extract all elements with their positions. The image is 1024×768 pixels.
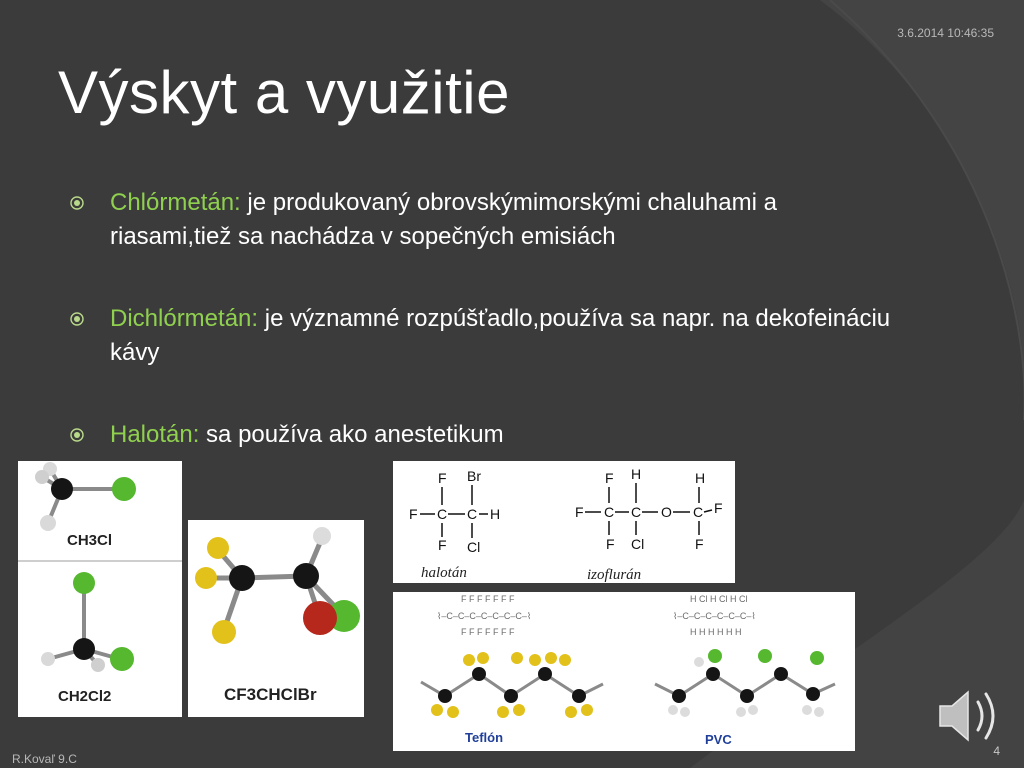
structural-formulas-image: [393, 461, 735, 583]
svg-text:F: F: [714, 500, 723, 516]
bullet-text: je významné rozpúšťadlo,používa sa napr. na dekofeináciu kávy: [110, 305, 891, 366]
svg-text:C: C: [604, 504, 615, 520]
svg-text:⌇–C–C–C–C–C–C–C–⌇: ⌇–C–C–C–C–C–C–C–⌇: [437, 611, 532, 621]
pvc-caption: PVC: [705, 732, 732, 747]
ch2cl2-label: CH2Cl2: [58, 688, 112, 705]
svg-text:H: H: [631, 466, 642, 482]
circle-target-icon: [70, 312, 84, 326]
molecule-models: [18, 461, 182, 717]
bullet-dichlormetan: [70, 302, 900, 370]
svg-text:F: F: [409, 506, 418, 522]
svg-text:C: C: [693, 504, 704, 520]
structural-formulas: [393, 461, 735, 583]
bullet-text: sa používa ako anestetikum: [199, 421, 504, 448]
svg-text:Br: Br: [467, 468, 481, 484]
svg-text:F: F: [575, 504, 584, 520]
circle-target-icon: [70, 428, 84, 442]
svg-text:C: C: [437, 506, 448, 522]
svg-text:H: H: [490, 506, 501, 522]
svg-text:Cl: Cl: [631, 536, 645, 552]
bullet-term: Dichlórmetán:: [110, 305, 259, 332]
svg-text:H: H: [695, 470, 706, 486]
page-number: 4: [993, 744, 1000, 758]
izofluran-caption: izoflurán: [587, 567, 642, 583]
circle-target-icon: [70, 196, 84, 210]
svg-text:F: F: [695, 536, 704, 552]
footer-author: R.Kovaľ 9.C: [12, 752, 77, 766]
svg-text:⌇–C–C–C–C–C–C–⌇: ⌇–C–C–C–C–C–C–⌇: [673, 611, 756, 621]
bullet-term: Chlórmetán:: [110, 189, 241, 216]
speaker-icon[interactable]: [934, 680, 1006, 752]
bullet-halotan: [70, 418, 900, 452]
halothane-molecule: [188, 520, 364, 717]
svg-text:F: F: [438, 537, 447, 553]
svg-text:O: O: [661, 504, 672, 520]
ch3cl-label: CH3Cl: [67, 532, 113, 549]
svg-text:Cl: Cl: [467, 539, 481, 555]
svg-text:F F F F F F F: F F F F F F F: [461, 627, 515, 637]
teflon-caption: Teflón: [465, 730, 504, 745]
svg-text:F F F F F F F: F F F F F F F: [461, 594, 515, 604]
bullet-text: je produkovaný obrovskýmimorskými chaluhami a riasami,tiež sa nachádza v sopečných emisiách: [110, 189, 777, 250]
polymer-structures: [393, 592, 855, 751]
svg-text:F: F: [438, 470, 447, 486]
polymers-image: [393, 592, 855, 751]
svg-text:H Cl H Cl H Cl: H Cl H Cl H Cl: [690, 594, 748, 604]
svg-text:C: C: [467, 506, 478, 522]
svg-text:H H H H H H: H H H H H H: [690, 627, 742, 637]
slide-datetime: 3.6.2014 10:46:35: [897, 26, 994, 40]
bullet-chlormetan: [70, 186, 900, 254]
halothane-label: CF3CHClBr: [224, 685, 317, 704]
methyl-chloride-models-image: [18, 461, 182, 717]
halothane-model-image: [188, 520, 364, 717]
svg-text:C: C: [631, 504, 642, 520]
slide-title: Výskyt a využitie: [58, 59, 510, 126]
bullet-term: Halotán:: [110, 421, 200, 448]
svg-text:F: F: [606, 536, 615, 552]
bullet-list: [70, 186, 900, 452]
svg-text:F: F: [605, 470, 614, 486]
halotan-caption: halotán: [421, 565, 467, 581]
